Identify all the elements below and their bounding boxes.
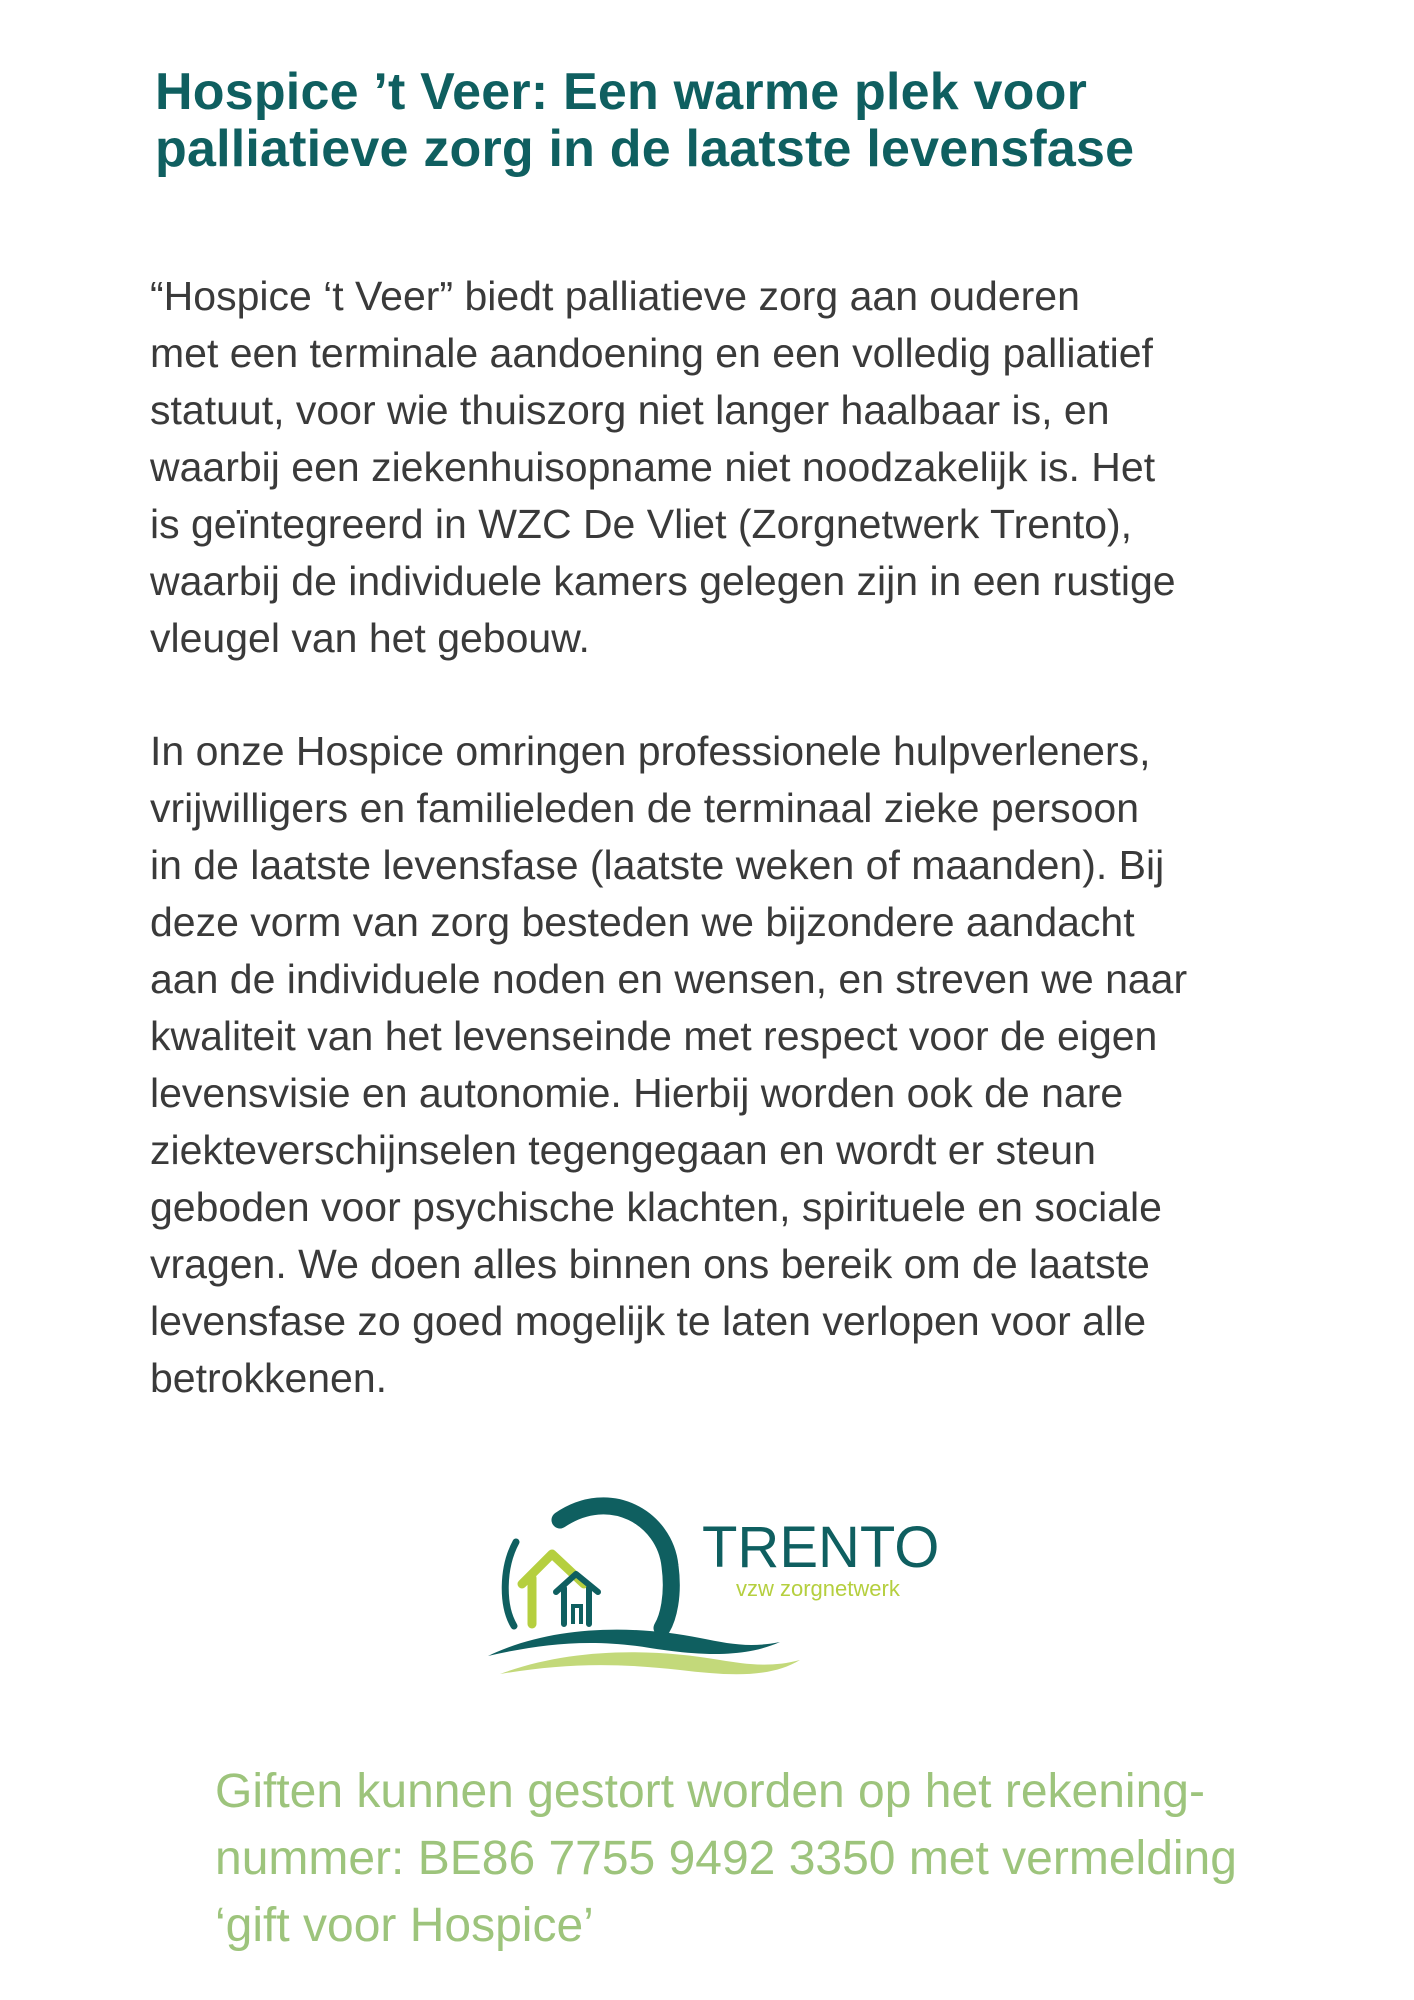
care-line: kwaliteit van het levenseinde met respect voor de eigen bbox=[150, 1013, 1158, 1059]
care-line: vrijwilligers en familieleden de terminaal zieke persoon bbox=[150, 785, 1140, 831]
intro-paragraph bbox=[150, 268, 1350, 667]
care-line: betrokkenen. bbox=[150, 1355, 388, 1401]
care-line: deze vorm van zorg besteden we bijzondere aandacht bbox=[150, 899, 1135, 945]
page-title bbox=[155, 64, 1305, 178]
care-line: ziekteverschijnselen tegengegaan en wordt er steun bbox=[150, 1127, 1096, 1173]
donation-info bbox=[215, 1758, 1365, 1959]
donation-line: nummer: BE86 7755 9492 3350 met vermelding bbox=[215, 1832, 1237, 1885]
intro-line: vleugel van het gebouw. bbox=[150, 615, 590, 661]
trento-logo bbox=[480, 1478, 960, 1678]
house-arc-wave-icon bbox=[480, 1478, 960, 1678]
care-line: vragen. We doen alles binnen ons bereik om de laatste bbox=[150, 1241, 1150, 1287]
title-line: Hospice ’t Veer: Een warme plek voor bbox=[155, 63, 1088, 121]
intro-line: waarbij de individuele kamers gelegen zijn in een rustige bbox=[150, 558, 1176, 604]
care-line: in de laatste levensfase (laatste weken of maanden). Bij bbox=[150, 842, 1165, 888]
intro-line: waarbij een ziekenhuisopname niet noodzakelijk is. Het bbox=[150, 444, 1156, 490]
intro-line: statuut, voor wie thuiszorg niet langer haalbaar is, en bbox=[150, 387, 1110, 433]
care-line: In onze Hospice omringen professionele hulpverleners, bbox=[150, 728, 1151, 774]
donation-line: Giften kunnen gestort worden op het rekening- bbox=[215, 1765, 1205, 1818]
care-line: aan de individuele noden en wensen, en streven we naar bbox=[150, 956, 1188, 1002]
care-line: geboden voor psychische klachten, spirituele en sociale bbox=[150, 1184, 1162, 1230]
care-paragraph bbox=[150, 723, 1350, 1407]
care-line: levensvisie en autonomie. Hierbij worden ook de nare bbox=[150, 1070, 1124, 1116]
intro-line: is geïntegreerd in WZC De Vliet (Zorgnetwerk Trento), bbox=[150, 501, 1133, 547]
donation-line: ‘gift voor Hospice’ bbox=[215, 1899, 594, 1952]
care-line: levensfase zo goed mogelijk te laten verlopen voor alle bbox=[150, 1298, 1146, 1344]
title-line: palliatieve zorg in de laatste levensfase bbox=[155, 120, 1135, 178]
logo-name: TRENTO bbox=[702, 1515, 940, 1580]
logo-subtitle: vzw zorgnetwerk bbox=[736, 1576, 900, 1601]
intro-line: met een terminale aandoening en een volledig palliatief bbox=[150, 330, 1153, 376]
intro-line: “Hospice ‘t Veer” biedt palliatieve zorg aan ouderen bbox=[150, 273, 1080, 319]
